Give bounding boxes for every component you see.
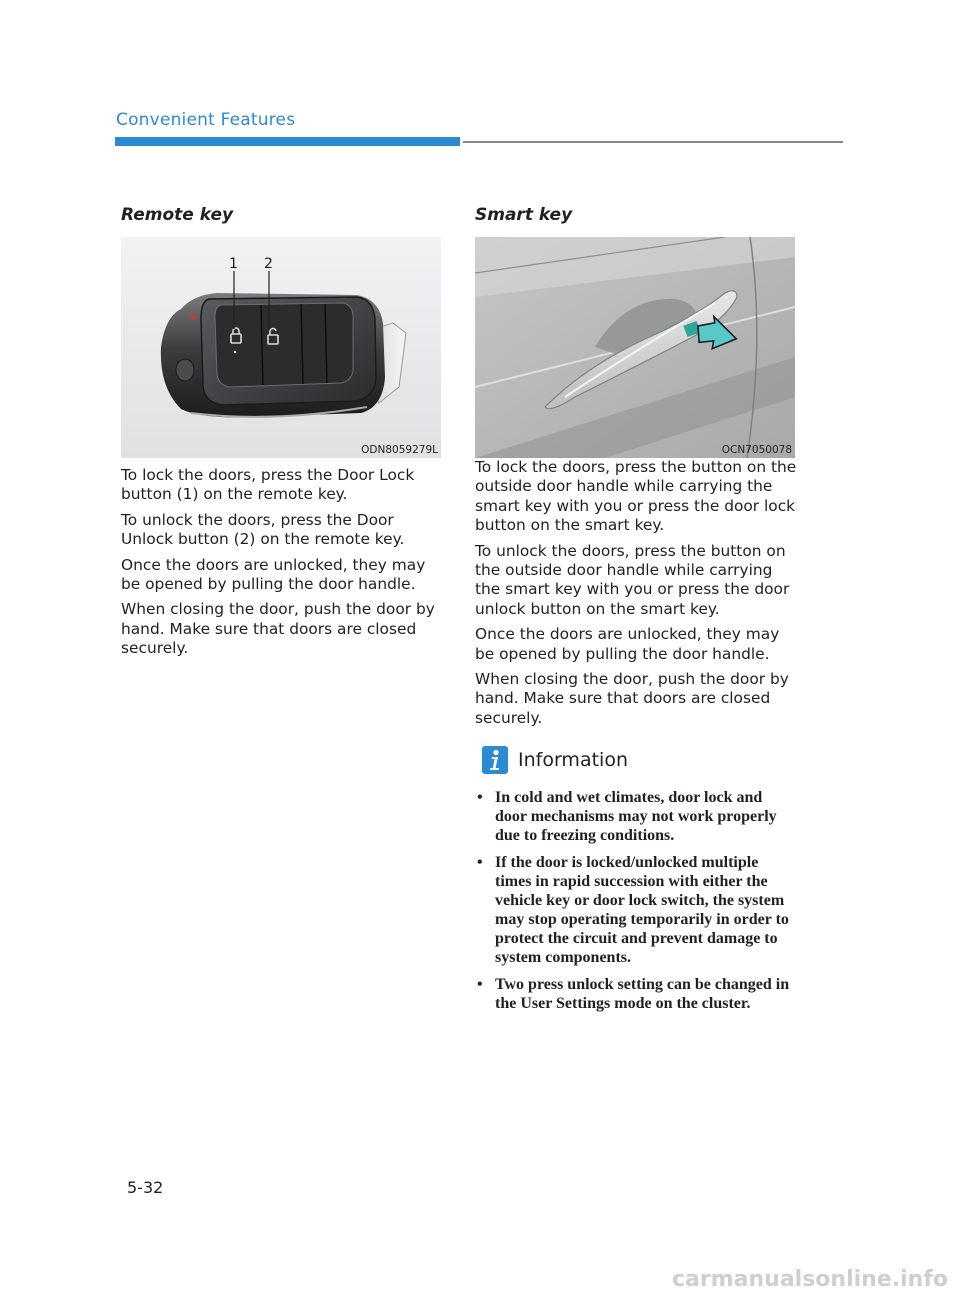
information-list bbox=[475, 788, 797, 1013]
section-title: Convenient Features bbox=[116, 110, 296, 130]
remote-key-figure bbox=[121, 237, 441, 458]
list-item: • If the door is locked/unlocked multiple times in rapid succession with either the vehicle key or door lock switch, the system may stop operating temporarily in order to protect the circuit and prevent damage to system components. bbox=[477, 854, 789, 967]
paragraph: To lock the doors, press the Door Lock button (1) on the remote key. bbox=[121, 466, 415, 504]
paragraph: When closing the door, push the door by hand. Make sure that doors are closed securely. bbox=[475, 670, 789, 727]
page-number: 5-32 bbox=[127, 1178, 164, 1197]
paragraph: Once the doors are unlocked, they may be opened by pulling the door handle. bbox=[475, 625, 780, 663]
information-heading bbox=[482, 746, 797, 774]
remote-key-illustration bbox=[121, 237, 441, 458]
paragraph: Once the doors are unlocked, they may be opened by pulling the door handle. bbox=[121, 555, 426, 594]
remote-key-heading: Remote key bbox=[121, 205, 234, 225]
watermark: carmanualsonline.info bbox=[672, 1267, 948, 1292]
remote-key-section bbox=[121, 205, 443, 665]
paragraph: To unlock the doors, press the Door Unlock button (2) on the remote key. bbox=[121, 510, 405, 549]
header-accent-bar bbox=[115, 137, 460, 146]
smart-key-figure bbox=[475, 237, 795, 458]
callout-1: 1 bbox=[229, 256, 238, 272]
smart-key-section bbox=[475, 205, 797, 1021]
callout-2: 2 bbox=[264, 256, 273, 272]
list-item: • In cold and wet climates, door lock and door mechanisms may not work properly due to freezing conditions. bbox=[477, 789, 777, 845]
paragraph: To unlock the doors, press the button on the outside door handle while carrying the smart key with you or press the door unlock button on the smart key. bbox=[475, 541, 790, 618]
smart-key-heading: Smart key bbox=[475, 205, 573, 225]
door-handle-illustration bbox=[475, 237, 795, 458]
paragraph: When closing the door, push the door by hand. Make sure that doors are closed securely. bbox=[121, 600, 435, 658]
info-icon bbox=[482, 746, 508, 774]
paragraph: To lock the doors, press the button on the outside door handle while carrying the smart key with you or press the door lock button on the smart key. bbox=[475, 458, 797, 535]
figure-code: OCN7050078 bbox=[721, 444, 792, 456]
figure-code: ODN8059279L bbox=[361, 444, 438, 456]
list-item: • Two press unlock setting can be changed in the User Settings mode on the cluster. bbox=[477, 976, 790, 1013]
header-rule bbox=[463, 141, 843, 143]
information-title: Information bbox=[518, 749, 628, 772]
